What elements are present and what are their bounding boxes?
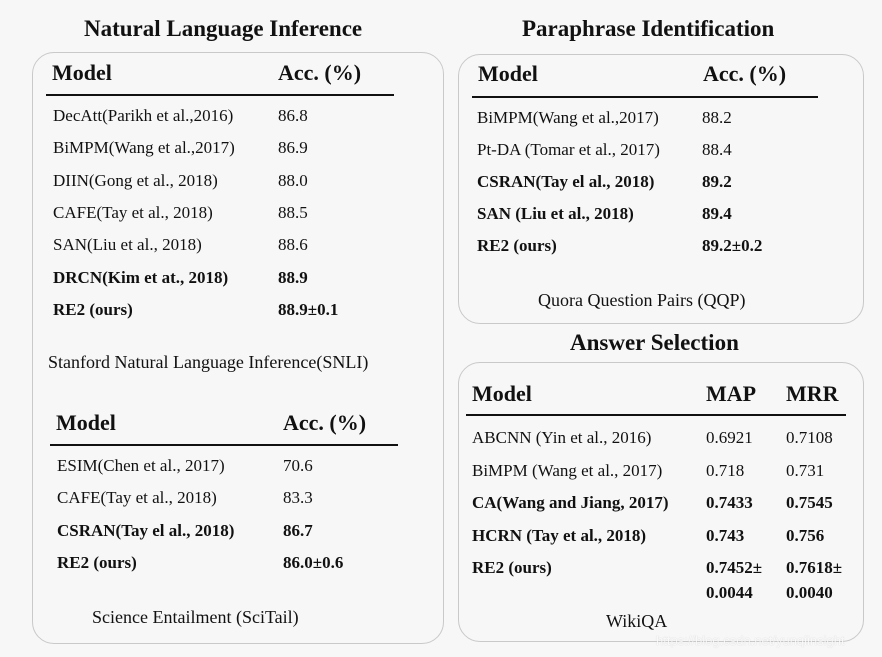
re2-map-continuation: 0.0044 (706, 583, 753, 602)
snli-caption: Stanford Natural Language Inference(SNLI) (48, 352, 369, 372)
table-row-mrr: 0.731 (786, 460, 825, 480)
paraphrase-header-acc: Acc. (%) (703, 61, 787, 86)
table-row-map: 0.718 (706, 460, 745, 480)
table-row-model: CSRAN(Tay el al., 2018) (57, 520, 235, 540)
table-row-model: CAFE(Tay et al., 2018) (57, 488, 217, 508)
table-row-acc: 70.6 (283, 456, 313, 475)
table-row-model: CA(Wang and Jiang, 2017) (472, 493, 669, 512)
table-row-acc: 88.4 (702, 140, 732, 159)
paraphrase-header-model: Model (478, 61, 538, 86)
table-row-model: RE2 (ours) (53, 299, 133, 319)
table-row-model: BiMPM(Wang et al.,2017) (477, 108, 659, 127)
table-row-mrr: 0.7618± (786, 558, 843, 577)
re2-mrr-continuation: 0.0040 (786, 583, 833, 602)
nli-header-rule (46, 94, 394, 96)
nli-section-title: Natural Language Inference (84, 16, 363, 41)
table-row-acc: 83.3 (283, 488, 313, 508)
answer-header-mrr: MRR (786, 381, 839, 406)
answer-header-rule (466, 414, 846, 416)
table-row-acc: 89.2 (702, 172, 732, 191)
answer-header-model: Model (472, 381, 532, 406)
table-row-model: SAN (Liu et al., 2018) (477, 204, 634, 223)
table-row-model: BiMPM (Wang et al., 2017) (472, 460, 663, 480)
scitail-header-model: Model (56, 410, 116, 435)
table-row-model: DecAtt(Parikh et al.,2016) (53, 106, 234, 125)
qqp-caption: Quora Question Pairs (QQP) (538, 290, 746, 310)
table-row-model: ABCNN (Yin et al., 2016) (472, 428, 652, 447)
answer-header-map: MAP (706, 381, 757, 406)
table-row-mrr: 0.7545 (786, 493, 833, 512)
table-row-model: RE2 (ours) (477, 236, 557, 255)
table-row-map: 0.6921 (706, 428, 753, 447)
table-row-mrr: 0.7108 (786, 428, 833, 447)
nli-header-acc: Acc. (%) (278, 60, 362, 85)
table-row-acc: 89.4 (702, 204, 732, 223)
table-row-acc: 86.0±0.6 (283, 552, 344, 572)
table-row-acc: 88.0 (278, 170, 308, 190)
answer-section-title: Answer Selection (570, 330, 739, 355)
table-row-map: 0.7433 (706, 493, 753, 512)
table-row-model: SAN(Liu et al., 2018) (53, 235, 202, 255)
table-row-model: ESIM(Chen et al., 2017) (57, 456, 225, 475)
table-row-acc: 88.9 (278, 267, 308, 287)
table-row-model: RE2 (ours) (57, 552, 137, 572)
table-row-acc: 89.2±0.2 (702, 236, 763, 255)
table-row-model: BiMPM(Wang et al.,2017) (53, 138, 235, 158)
table-row-model: DRCN(Kim et at., 2018) (53, 267, 229, 287)
scitail-header-rule (50, 444, 398, 446)
paraphrase-header-rule (472, 96, 818, 98)
table-row-acc: 86.9 (278, 138, 308, 158)
table-row-acc: 86.8 (278, 106, 308, 125)
table-row-model: HCRN (Tay et al., 2018) (472, 525, 647, 545)
table-row-mrr: 0.756 (786, 525, 825, 545)
table-row-acc: 88.6 (278, 235, 308, 255)
table-row-model: Pt-DA (Tomar et al., 2017) (477, 140, 660, 159)
table-row-model: CSRAN(Tay el al., 2018) (477, 172, 655, 191)
table-row-acc: 86.7 (283, 520, 313, 540)
table-row-map: 0.743 (706, 525, 745, 545)
table-row-map: 0.7452± (706, 558, 763, 577)
table-row-acc: 88.9±0.1 (278, 299, 339, 319)
scitail-header-acc: Acc. (%) (283, 410, 367, 435)
table-row-model: DIIN(Gong et al., 2018) (53, 170, 218, 190)
table-row-model: RE2 (ours) (472, 558, 552, 577)
watermark: https://blog.csdn.net/yunqiinsight (656, 633, 845, 648)
table-row-acc: 88.5 (278, 202, 308, 222)
wikiqa-caption: WikiQA (606, 611, 668, 631)
scitail-caption: Science Entailment (SciTail) (92, 607, 299, 627)
nli-header-model: Model (52, 60, 112, 85)
paraphrase-section-title: Paraphrase Identification (522, 16, 775, 41)
table-row-model: CAFE(Tay et al., 2018) (53, 202, 213, 222)
table-row-acc: 88.2 (702, 108, 732, 127)
